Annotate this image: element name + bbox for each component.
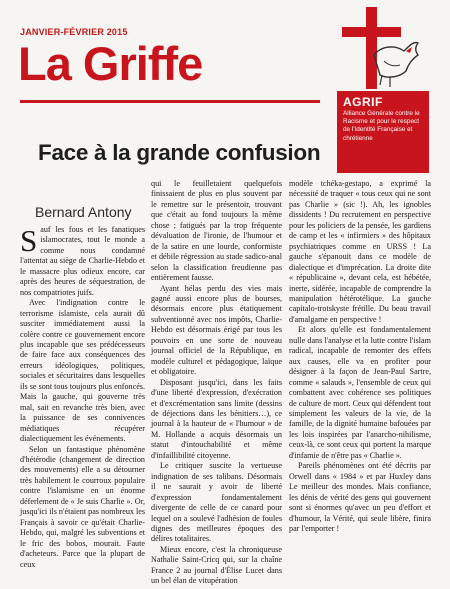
agrif-subtitle: Alliance Générale contre le Racisme et pour le respect de l'Identité Française et chrétienne: [343, 110, 420, 142]
article-paragraph: qui le feuilletaient quelquefois finissaient de plus en plus souvent par le remettre sur le présentoir, trouvant que c'était au fond toujours la même chose ; fatigués par la trop fréquente dévaluation de l'ironie, de l'humour et de la satire en une lourde, conformiste et débile régression au stade sadico-anal selon la classification freudienne pas entièrement fausse.: [151, 179, 282, 283]
article-paragraph: Mieux encore, c'est la chroniqueuse Nathalie Saint-Cricq qui, sur la chaîne France 2 au journal d'Élise Lucet dans un bel élan de vitupération: [151, 544, 282, 586]
article-column-2: [151, 179, 282, 586]
agrif-box: [337, 91, 429, 173]
masthead-rule: [20, 100, 320, 103]
article-author: Bernard Antony: [35, 204, 132, 220]
article-paragraph: Disposant jusqu'ici, dans les faits d'une liberté d'expression, d'exécration et d'excrémentation sans limite (dessins de déjections dans les bénitiers…), ce journal à la hauteur de « l'humour » de M. Hollande a acquis désormais un statut d'intouchabilité et même d'infaillibilité citoyenne.: [151, 377, 282, 460]
issue-date: JANVIER-FÉVRIER 2015: [20, 27, 128, 37]
article-column-1: [20, 225, 145, 589]
cross-and-rooster-logo-icon: [322, 5, 432, 93]
masthead-title: La Griffe: [18, 37, 203, 90]
agrif-title: AGRIF: [343, 95, 383, 109]
article-paragraph: Le critiquer suscite la vertueuse indignation de ses talibans. Désormais il ne saurait y avoir de liberté d'expression fondamentalement divergente de celle de ce canard pour lequel on a soulevé l'adhésion de foules dignes des meilleures époques des délires totalitaires.: [151, 461, 282, 544]
article-paragraph: modèle tchéka-gestapo, a exprimé la nécessité de traquer « tous ceux qui ne sont pas Charlie » (sic !). Ah, les ignobles dissidents ! Du recrutement en perspective pour les policiers de la pensée, les gardiens de camp et les « infirmiers » des hôpitaux psychiatriques comme en URSS ! La gauche s'épanouit dans ce modèle de dialectique et d'imprécation. La droite dite « républicaine », devant cela, est hébétée, inerte, sidérée, incapable de comprendre la manipulation hétérotélique. La gauche capitalo-trotskyste frétille. Du beau travail d'amalgame en perspective !: [289, 179, 431, 324]
article-paragraph: Pareils phénomènes ont été décrits par Orwell dans « 1984 » et par Huxley dans Le meilleur des mondes. Mais confiance, les dénis de vérité des gens qui gouvernent sont si énormes qu'avec un peu d'effort et d'humour, la Vérité, qui seule libère, finira par l'emporter !: [289, 461, 431, 533]
article-paragraph: Ayant hélas perdu des vies mais gagné aussi encore plus de bourses, désormais encore plus étatiquement subventionné avec nos impôts, Charlie-Hebdo est désormais érigé par tous les pouvoirs en une sorte de nouveau journal officiel de la République, en modèle culturel et pédagogique, laïque et obligatoire.: [151, 283, 282, 377]
article-headline: Face à la grande confusion: [38, 140, 321, 165]
article-paragraph: Selon un fantastique phénomène d'hétérodie (changement de direction des mouvements) elle a su détourner très habilement le courroux populaire contre l'islamisme en un énorme déferlement de « Je suis Charlie ». Or, jusqu'ici ils n'étaient pas nombreux les Français à savoir ce qu'était Charlie-Hebdo, qui, malgré les subventions et le fric des bobos, mourait. Faute d'acheteurs. Parce que la plupart de ceux: [20, 444, 146, 569]
article-paragraph: Sauf les fous et les fanatiques islamocrates, tout le monde a comme nous condamné l'attentat au siège de Charlie-Hebdo et le massacre plus odieux encore, car après des heures de séquestration, de nos compatriotes juifs.: [20, 223, 145, 297]
article-column-3: [289, 179, 431, 543]
article-paragraph: Avec l'indignation contre le terrorisme islamiste, cela aurait dû susciter immédiatement aussi la colère contre ce gouvernement encore plus incapable que ses prédécesseurs de faire face aux conséquences des erreurs idéologiques, politiques, sociales et sécuritaires dans lesquelles ils se sont tous toujours plus enfoncés. Mais la gauche, qui gouverne très mal, sait en revanche très bien, avec la puissance de ses connivences médiatiques récupérer dialectiquement les événements.: [20, 298, 145, 444]
drop-cap: S: [20, 223, 38, 258]
article-paragraph: Et alors qu'elle est fondamentalement nulle dans l'analyse et la lutte contre l'islam radical, incapable de remonter des effets aux causes, elle va en profiter pour désigner à la façon de Jean-Paul Sartre, comme « salauds », l'ensemble de ceux qui combattent avec cohérence ses politiques de culture de mort. Ceux qui défendent tout simplement les valeurs de la vie, de la famille, de la dignité humaine bafouées par les lois inspirées par l'anarcho-nihilisme, ceux-là, ce sont ceux qui portent la marque d'infamie de n'être pas « Charlie ».: [289, 325, 431, 460]
